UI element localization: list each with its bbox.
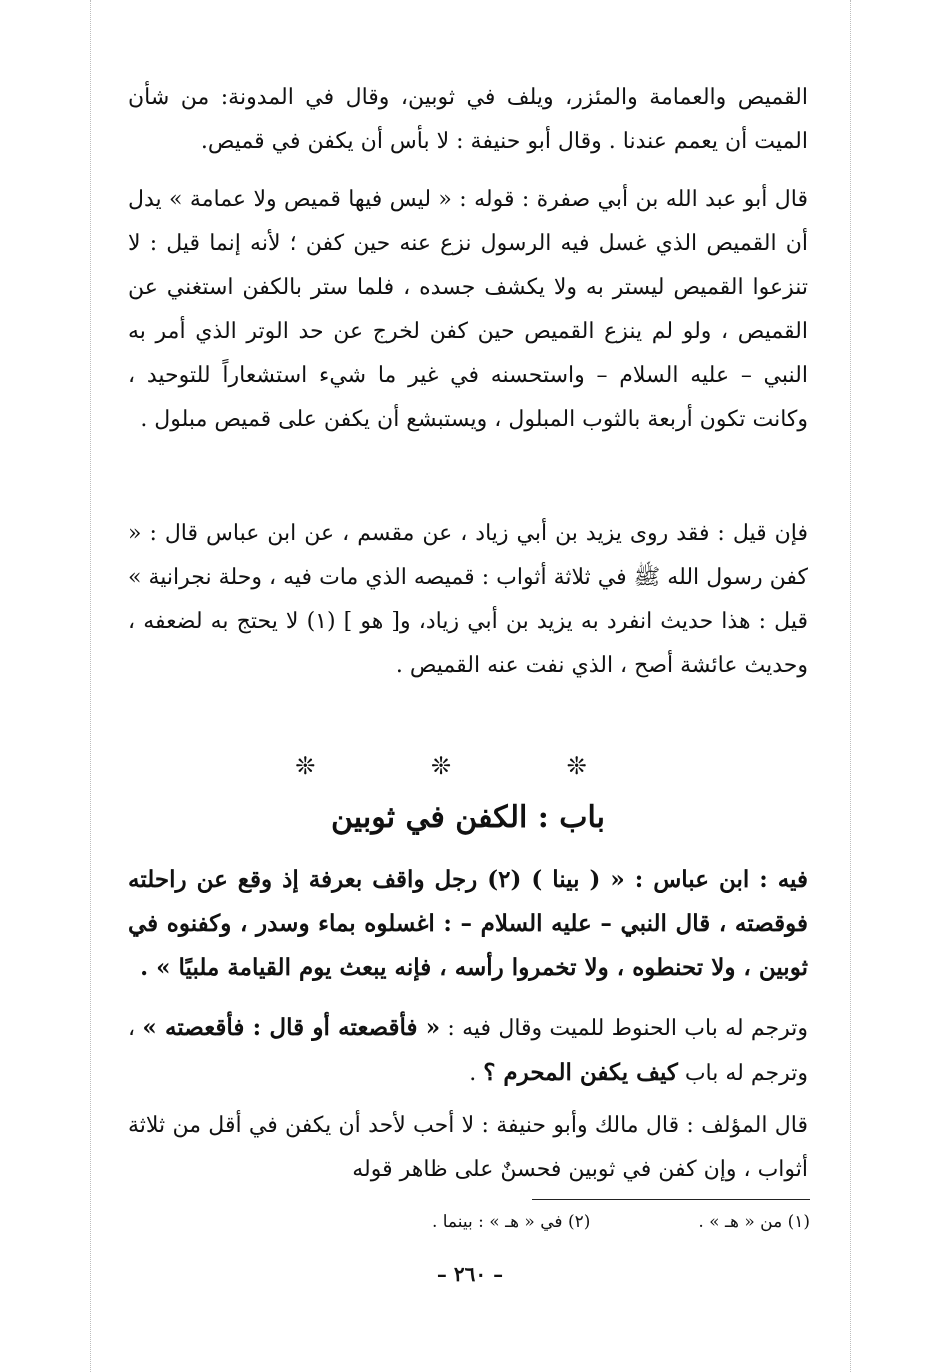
paragraph-5 bbox=[128, 1006, 808, 1096]
paragraph-6: قال المؤلف : قال مالك وأبو حنيفة : لا أحب لأحد أن يكفن في أقل من ثلاثة أثواب ، وإن كفن في ثوبين فحسنٌ على ظاهر قوله bbox=[128, 1113, 808, 1182]
footnote-rule bbox=[532, 1199, 810, 1200]
page-number: – ٢٦٠ – bbox=[436, 1262, 504, 1286]
footnote-1: (١) من « هـ » . bbox=[698, 1212, 810, 1232]
paragraph-5-part-3: . bbox=[469, 1061, 484, 1086]
paragraph-5-part-2: ، وترجم له باب bbox=[128, 1016, 808, 1086]
paragraph-5-quote: « فأقصعته أو قال : فأقعصته » bbox=[142, 1014, 441, 1041]
section-separator: ❊ ❊ ❊ bbox=[295, 752, 641, 780]
paragraph-2: قال أبو عبد الله بن أبي صفرة : قوله : « ليس فيها قميص ولا عمامة » يدل أن القميص الذي غسل فيه الرسول نزع عنه حين كفن ؛ لأنه إنما قيل : لا تنزعوا القميص ليستر به ولا يكشف جسده ، فلما ستر بالكفن استغني عن القميص ، ولو لم ينزع القميص حين كفن لخرج عن حد الوتر الذي أمر به النبي – عليه السلام – واستحسنه في غير ما شيء استشعاراً للتوحيد ، وكانت تكون أربعة بالثوب المبلول ، ويستبشع أن يكفن على قميص مبلول . bbox=[128, 187, 808, 432]
chapter-title: باب : الكفن في ثوبين bbox=[330, 800, 606, 835]
hadith-paragraph: فيه : ابن عباس : « ( بينا ) (٢) رجل واقف بعرفة إذ وقع عن راحلته فوقصته ، قال النبي – عليه السلام – : اغسلوه بماء وسدر ، وكفنوه في ثوبين ، ولا تحنطوه ، ولا تخمروا رأسه ، فإنه يبعث يوم القيامة ملبيًا » . bbox=[128, 866, 808, 981]
paragraph-5-chapter-ref: كيف يكفن المحرم ؟ bbox=[483, 1059, 678, 1086]
paragraph-3: فإن قيل : فقد روى يزيد بن أبي زياد ، عن مقسم ، عن ابن عباس قال : « كفن رسول الله ﷺ في ثلاثة أثواب : قميصه الذي مات فيه ، وحلة نجرانية » قيل : هذا حديث انفرد به يزيد بن أبي زياد، و[ هو ] (١) لا يحتج به لضعفه ، وحديث عائشة أصح ، الذي نفت عنه القميص . bbox=[128, 521, 808, 678]
footnote-2: (٢) في « هـ » : بينما . bbox=[431, 1212, 591, 1232]
footnotes bbox=[300, 1207, 810, 1237]
paragraph-5-part-1: وترجم له باب الحنوط للميت وقال فيه : bbox=[440, 1016, 808, 1041]
paragraph-1: القميص والعمامة والمئزر، ويلف في ثوبين، وقال في المدونة: من شأن الميت أن يعمم عندنا . وقال أبو حنيفة : لا بأس أن يكفن في قميص. bbox=[128, 85, 808, 154]
margin-guide-right bbox=[850, 0, 851, 1372]
margin-guide-left bbox=[90, 0, 91, 1372]
